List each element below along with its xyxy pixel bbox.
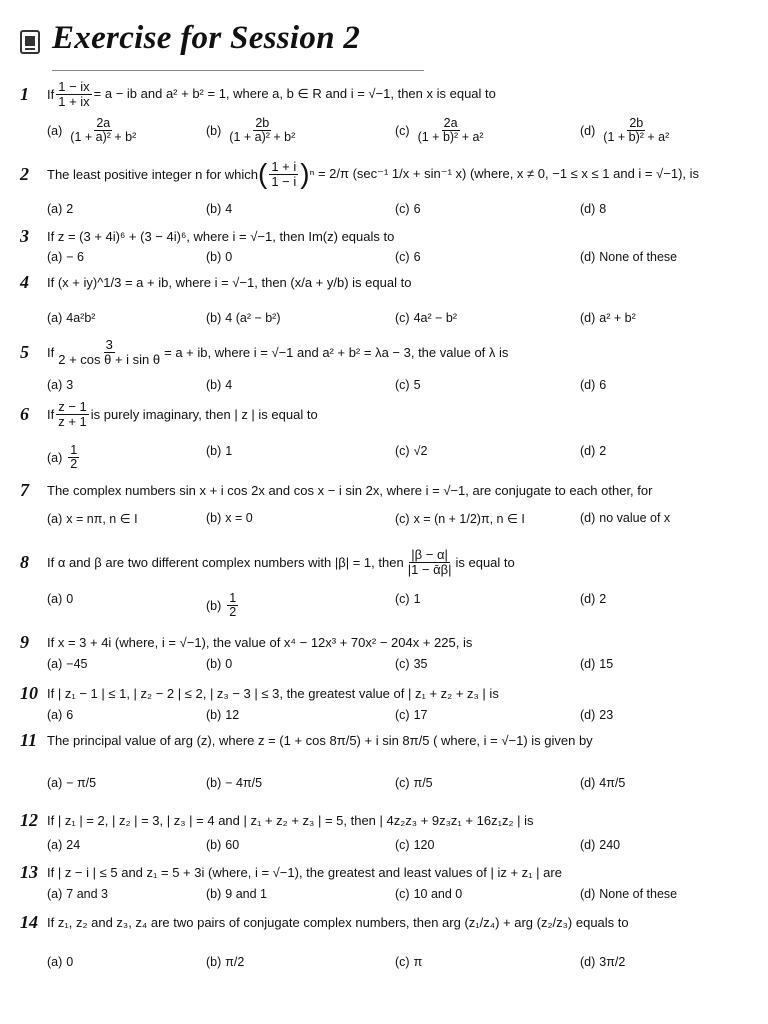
- question-stem-row: [20, 80, 496, 108]
- option-a[interactable]: [47, 887, 108, 901]
- option-label: (d): [580, 955, 596, 969]
- option-c[interactable]: [395, 117, 488, 144]
- stem-suffix: is equal to: [455, 554, 515, 570]
- option-text: 3π/2: [599, 955, 626, 969]
- option-denominator: 2: [229, 605, 237, 620]
- option-c[interactable]: [395, 378, 421, 392]
- stem-suffix: = a − ib and a² + b² = 1, where a, b ∈ R and i = √−1, then x is equal to: [93, 86, 496, 102]
- option-label: (c): [395, 708, 410, 722]
- option-b[interactable]: [206, 202, 232, 216]
- option-text: 23: [599, 708, 614, 722]
- option-fraction: [227, 592, 238, 619]
- option-label: (c): [395, 123, 410, 138]
- option-text: x = nπ, n ∈ I: [66, 512, 138, 526]
- option-a[interactable]: [47, 838, 80, 852]
- stem-prefix: If α and β are two different complex numbers with |β| = 1, then: [47, 554, 404, 570]
- stem-suffix: = a + ib, where i = √−1 and a² + b² = λa − 3, the value of λ is: [164, 344, 509, 360]
- option-numerator: 1: [229, 591, 237, 605]
- option-label: (d): [580, 444, 596, 458]
- option-label: (a): [47, 250, 63, 264]
- option-text: 9 and 1: [225, 887, 267, 901]
- question-stem: [47, 548, 515, 576]
- option-b[interactable]: [206, 708, 239, 722]
- option-label: (c): [395, 202, 410, 216]
- option-b[interactable]: [206, 657, 232, 671]
- option-label: (b): [206, 123, 222, 138]
- book-icon: [20, 30, 40, 54]
- option-text: −45: [66, 657, 88, 671]
- option-b[interactable]: [206, 117, 299, 144]
- option-text: − 4π/5: [225, 776, 263, 790]
- option-text: 0: [66, 592, 74, 606]
- option-text: 4a² − b²: [413, 311, 458, 325]
- option-label: (b): [206, 708, 222, 722]
- option-text: x = (n + 1/2)π, n ∈ I: [413, 512, 525, 526]
- option-d[interactable]: [580, 955, 625, 969]
- option-denominator: (1 + a)² + b²: [229, 130, 296, 145]
- option-c[interactable]: [395, 511, 525, 526]
- option-fraction: [416, 117, 486, 144]
- question-number: 13: [20, 862, 38, 882]
- option-numerator: 2b: [255, 116, 270, 130]
- option-label: (c): [395, 955, 410, 969]
- option-a[interactable]: [47, 250, 84, 264]
- option-b[interactable]: [206, 887, 267, 901]
- question-stem: [47, 865, 562, 880]
- option-label: (a): [47, 450, 63, 465]
- option-text: 4 (a² − b²): [225, 311, 281, 325]
- option-label: (c): [395, 776, 410, 790]
- option-label: (d): [580, 592, 596, 606]
- option-text: 120: [413, 838, 435, 852]
- option-text: None of these: [599, 250, 678, 264]
- option-b[interactable]: [206, 838, 239, 852]
- option-d[interactable]: [580, 511, 670, 525]
- stem-numerator: |β − α|: [411, 547, 448, 562]
- option-b[interactable]: [206, 378, 232, 392]
- option-a[interactable]: [47, 511, 138, 526]
- option-c[interactable]: [395, 838, 434, 852]
- option-label: (b): [206, 511, 222, 525]
- option-c[interactable]: [395, 250, 421, 264]
- option-b[interactable]: [206, 250, 232, 264]
- option-label: (c): [395, 378, 410, 392]
- option-label: (d): [580, 250, 596, 264]
- question-stem: [47, 160, 699, 188]
- option-text: 4π/5: [599, 776, 626, 790]
- option-label: (c): [395, 887, 410, 901]
- option-b[interactable]: [206, 592, 240, 619]
- question-stem-row: [20, 683, 499, 704]
- question-number: 8: [20, 551, 29, 572]
- option-label: (a): [47, 776, 63, 790]
- question-stem-row: [20, 338, 508, 366]
- option-text: 17: [413, 708, 428, 722]
- option-label: (b): [206, 776, 222, 790]
- option-denominator: (1 + b)² + a²: [417, 130, 484, 145]
- option-text: 240: [599, 838, 621, 852]
- option-c[interactable]: [395, 708, 427, 722]
- question-stem: [47, 483, 652, 498]
- question-stem: [47, 338, 508, 366]
- option-text: 10 and 0: [413, 887, 463, 901]
- stem-text: If | z₁ − 1 | ≤ 1, | z₂ − 2 | ≤ 2, | z₃ − 3 | ≤ 3, the greatest value of | z₁ + z₂ + z₃ | is: [47, 686, 499, 701]
- stem-text: The complex numbers sin x + i cos 2x and cos x − i sin 2x, where i = √−1, are conjugate to each other, for: [47, 483, 653, 498]
- option-text: 24: [66, 838, 81, 852]
- stem-denominator: 1 + ix: [58, 93, 90, 109]
- question-stem-row: [20, 480, 652, 501]
- stem-fraction: [56, 338, 162, 366]
- question-stem-row: [20, 548, 515, 576]
- option-label: (c): [395, 592, 410, 606]
- option-d[interactable]: [580, 708, 613, 722]
- option-d[interactable]: [580, 250, 677, 264]
- option-label: (d): [580, 838, 596, 852]
- option-text: 4a²b²: [66, 311, 96, 325]
- option-d[interactable]: [580, 592, 606, 606]
- stem-numerator: 3: [105, 337, 113, 352]
- option-a[interactable]: [47, 955, 73, 969]
- option-label: (a): [47, 838, 63, 852]
- option-text: − π/5: [66, 776, 97, 790]
- option-label: (d): [580, 708, 596, 722]
- option-denominator: (1 + b)² + a²: [603, 130, 670, 145]
- question-number: 2: [20, 163, 29, 184]
- option-label: (b): [206, 378, 222, 392]
- stem-text: If | z − i | ≤ 5 and z₁ = 5 + 3i (where, i = √−1), the greatest and least values of | iz + z₁ | are: [47, 865, 562, 880]
- question-stem: [47, 813, 534, 828]
- question-number: 4: [20, 272, 29, 292]
- option-a[interactable]: [47, 708, 73, 722]
- option-label: (a): [47, 378, 63, 392]
- question-number: 11: [20, 730, 38, 750]
- stem-text: If | z₁ | = 2, | z₂ | = 3, | z₃ | = 4 and | z₁ + z₂ + z₃ | = 5, then | 4z₂z₃ + 9z₃z₁ + 16z₁z₂ | is: [47, 813, 534, 828]
- option-label: (b): [206, 657, 222, 671]
- option-text: 0: [66, 955, 74, 969]
- option-a[interactable]: [47, 202, 73, 216]
- option-text: 2: [66, 202, 74, 216]
- question-stem-row: [20, 226, 394, 247]
- stem-prefix: If: [47, 406, 55, 422]
- option-label: (c): [395, 838, 410, 852]
- option-label: (d): [580, 311, 596, 325]
- option-text: 1: [413, 592, 421, 606]
- stem-denominator: |1 − ᾱβ|: [407, 561, 452, 577]
- stem-denominator: 2 + cos θ + i sin θ: [58, 351, 161, 367]
- option-b[interactable]: [206, 311, 281, 325]
- question-stem-row: [20, 272, 411, 293]
- option-text: 4: [225, 202, 233, 216]
- option-c[interactable]: [395, 202, 421, 216]
- option-label: (d): [580, 511, 596, 525]
- stem-denominator: z + 1: [58, 413, 87, 429]
- question-number: 5: [20, 341, 29, 362]
- option-text: 12: [225, 708, 240, 722]
- option-d[interactable]: [580, 838, 620, 852]
- question-stem-row: [20, 730, 593, 751]
- option-d[interactable]: [580, 311, 636, 325]
- option-d[interactable]: [580, 657, 613, 671]
- question-number: 6: [20, 403, 29, 424]
- option-a[interactable]: [47, 117, 140, 144]
- question-stem: [47, 400, 318, 428]
- option-label: (b): [206, 955, 222, 969]
- option-text: 7 and 3: [66, 887, 108, 901]
- option-d[interactable]: [580, 378, 606, 392]
- option-numerator: 2b: [629, 116, 644, 130]
- option-c[interactable]: [395, 776, 433, 790]
- stem-prefix: If: [47, 344, 55, 360]
- option-label: (c): [395, 250, 410, 264]
- option-text: 2: [599, 592, 607, 606]
- option-fraction: [227, 117, 297, 144]
- question-number: 12: [20, 810, 38, 830]
- option-label: (b): [206, 250, 222, 264]
- question-stem-row: [20, 862, 562, 883]
- question-stem: [47, 915, 629, 930]
- stem-numerator: z − 1: [58, 399, 87, 414]
- question-stem-row: [20, 912, 629, 933]
- stem-text: If (x + iy)^1/3 = a + ib, where i = √−1, then (x/a + y/b) is equal to: [47, 275, 412, 290]
- option-label: (a): [47, 887, 63, 901]
- question-number: 10: [20, 683, 38, 703]
- option-label: (b): [206, 444, 222, 458]
- option-text: 6: [599, 378, 607, 392]
- option-a[interactable]: [47, 657, 88, 671]
- question-stem-row: [20, 400, 318, 428]
- option-c[interactable]: [395, 657, 427, 671]
- option-label: (c): [395, 311, 410, 325]
- stem-denominator: 1 − i: [271, 173, 297, 189]
- question-stem: [47, 275, 411, 290]
- option-text: None of these: [599, 887, 678, 901]
- option-a[interactable]: [47, 592, 73, 606]
- stem-fraction: [406, 548, 454, 576]
- question-stem-row: [20, 632, 472, 653]
- stem-fraction: [269, 160, 298, 188]
- option-fraction: [68, 444, 79, 471]
- stem-numerator: 1 − ix: [58, 79, 90, 94]
- option-fraction: [601, 117, 671, 144]
- right-paren: ): [300, 158, 310, 190]
- option-d[interactable]: [580, 444, 606, 458]
- option-text: 5: [413, 378, 421, 392]
- option-text: 6: [66, 708, 74, 722]
- question-number: 9: [20, 632, 29, 652]
- option-text: 3: [66, 378, 74, 392]
- stem-prefix: The least positive integer n for which: [47, 166, 258, 182]
- option-label: (b): [206, 838, 222, 852]
- question-number: 14: [20, 912, 38, 932]
- option-label: (a): [47, 311, 63, 325]
- option-text: 15: [599, 657, 614, 671]
- stem-text: If z = (3 + 4i)⁶ + (3 − 4i)⁶, where i = √−1, then Im(z) equals to: [47, 229, 395, 244]
- option-text: 4: [225, 378, 233, 392]
- option-label: (b): [206, 311, 222, 325]
- option-d[interactable]: [580, 117, 673, 144]
- question-stem: [47, 80, 496, 108]
- option-text: π/2: [225, 955, 245, 969]
- option-numerator: 1: [70, 443, 78, 457]
- option-label: (a): [47, 592, 63, 606]
- option-a[interactable]: [47, 378, 73, 392]
- option-c[interactable]: [395, 955, 422, 969]
- stem-numerator: 1 + i: [271, 159, 297, 174]
- question-stem: [47, 229, 394, 244]
- question-stem: [47, 635, 472, 650]
- page-title: Exercise for Session 2: [52, 20, 361, 56]
- option-label: (a): [47, 708, 63, 722]
- option-numerator: 2a: [96, 116, 111, 130]
- option-denominator: (1 + a)² + b²: [70, 130, 137, 145]
- option-d[interactable]: [580, 202, 606, 216]
- option-label: (b): [206, 598, 222, 613]
- option-label: (d): [580, 202, 596, 216]
- question-number: 3: [20, 226, 29, 246]
- option-numerator: 2a: [443, 116, 458, 130]
- option-text: 0: [225, 657, 233, 671]
- option-label: (b): [206, 202, 222, 216]
- option-label: (c): [395, 444, 410, 458]
- option-text: 2: [599, 444, 607, 458]
- option-b[interactable]: [206, 955, 244, 969]
- option-text: − 6: [66, 250, 85, 264]
- option-label: (d): [580, 378, 596, 392]
- option-label: (a): [47, 202, 63, 216]
- option-a[interactable]: [47, 776, 96, 790]
- page-header: [20, 18, 620, 68]
- option-text: 8: [599, 202, 607, 216]
- option-text: x = 0: [225, 511, 253, 525]
- option-text: 0: [225, 250, 233, 264]
- option-a[interactable]: [47, 444, 81, 471]
- question-stem: [47, 733, 593, 748]
- option-text: π/5: [413, 776, 433, 790]
- option-label: (c): [395, 511, 410, 526]
- question-stem: [47, 686, 499, 701]
- option-denominator: 2: [70, 457, 78, 472]
- option-label: (c): [395, 657, 410, 671]
- option-label: (a): [47, 657, 63, 671]
- option-label: (d): [580, 887, 596, 901]
- option-text: 1: [225, 444, 233, 458]
- question-stem-row: [20, 810, 534, 831]
- option-text: 6: [413, 202, 421, 216]
- option-c[interactable]: [395, 444, 427, 458]
- option-d[interactable]: [580, 887, 677, 901]
- option-text: 35: [413, 657, 428, 671]
- stem-prefix: If: [47, 86, 55, 102]
- option-c[interactable]: [395, 592, 421, 606]
- title-underline: [52, 70, 424, 71]
- option-text: π: [413, 955, 423, 969]
- option-text: 6: [413, 250, 421, 264]
- stem-text: If x = 3 + 4i (where, i = √−1), the value of x⁴ − 12x³ + 70x² − 204x + 225, is: [47, 635, 473, 650]
- option-label: (d): [580, 657, 596, 671]
- question-number: 1: [20, 83, 29, 104]
- option-label: (a): [47, 123, 63, 138]
- option-b[interactable]: [206, 776, 262, 790]
- option-text: 60: [225, 838, 240, 852]
- option-b[interactable]: [206, 511, 253, 525]
- option-label: (a): [47, 511, 63, 526]
- option-d[interactable]: [580, 776, 625, 790]
- stem-text: If z₁, z₂ and z₃, z₄ are two pairs of conjugate complex numbers, then arg (z₁/z₄) + arg (z₂/z₃) equals to: [47, 915, 629, 930]
- option-text: √2: [413, 444, 428, 458]
- option-label: (b): [206, 887, 222, 901]
- left-paren: (: [258, 158, 268, 190]
- option-b[interactable]: [206, 444, 232, 458]
- option-label: (d): [580, 123, 596, 138]
- option-text: no value of x: [599, 511, 671, 525]
- stem-suffix: ⁿ = 2/π (sec⁻¹ 1/x + sin⁻¹ x) (where, x ≠ 0, −1 ≤ x ≤ 1 and i = √−1), is: [309, 166, 700, 182]
- option-fraction: [68, 117, 138, 144]
- option-text: a² + b²: [599, 311, 636, 325]
- option-label: (d): [580, 776, 596, 790]
- option-a[interactable]: [47, 311, 95, 325]
- stem-text: The principal value of arg (z), where z = (1 + cos 8π/5) + i sin 8π/5 ( where, i = √−1) is given by: [47, 733, 593, 748]
- question-stem-row: [20, 160, 699, 188]
- option-label: (a): [47, 955, 63, 969]
- question-number: 7: [20, 480, 29, 500]
- stem-fraction: [56, 400, 89, 428]
- stem-fraction: [56, 80, 91, 108]
- option-c[interactable]: [395, 887, 462, 901]
- option-c[interactable]: [395, 311, 457, 325]
- stem-suffix: is purely imaginary, then | z | is equal to: [90, 406, 318, 422]
